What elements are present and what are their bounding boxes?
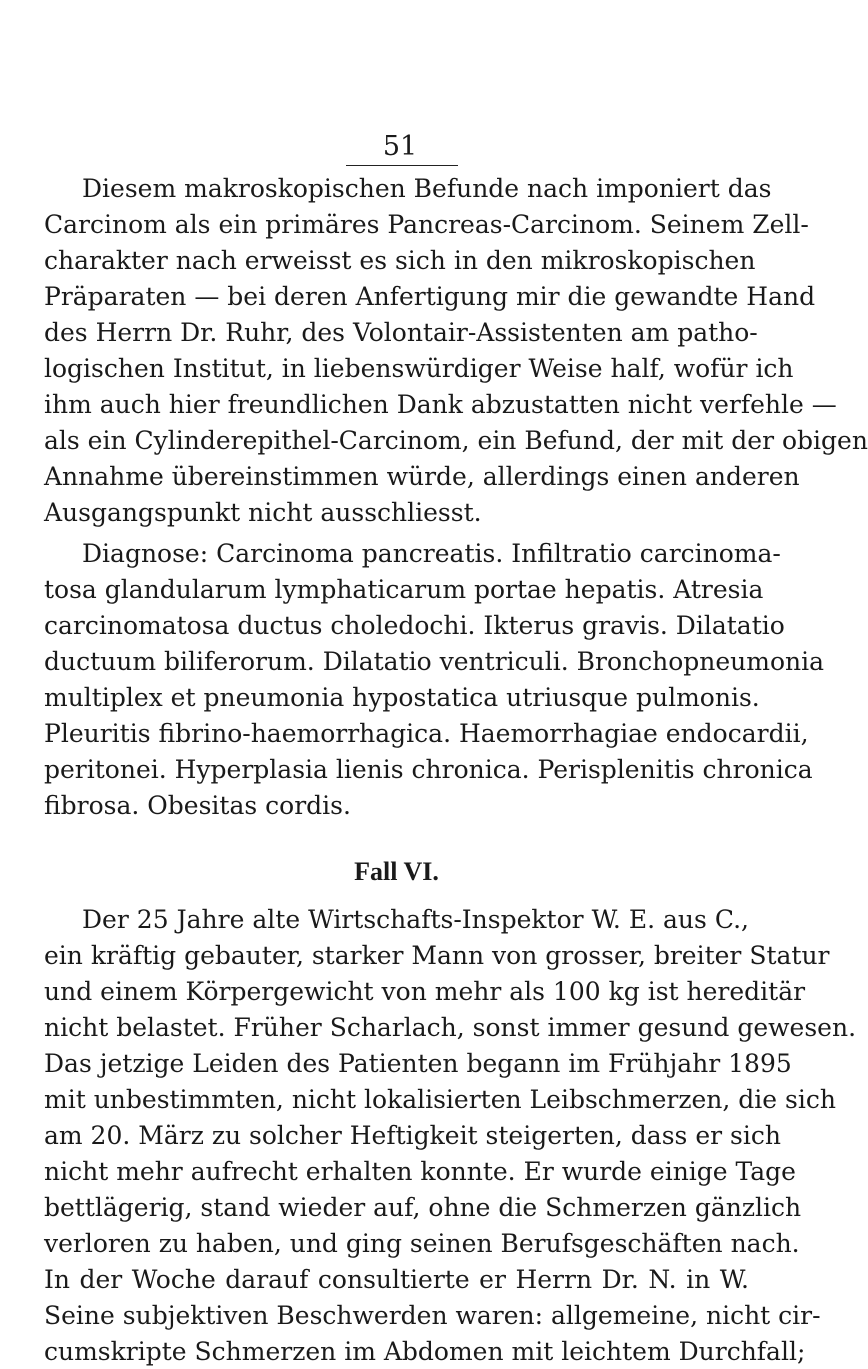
text-line: bettlägerig, stand wieder auf, ohne die Schmerzen gänzlich — [44, 1193, 802, 1222]
text-line: Seine subjektiven Beschwerden waren: allgemeine, nicht cir- — [44, 1301, 821, 1330]
text-line: Der 25 Jahre alte Wirtschafts-Inspektor W. E. aus C., — [82, 905, 749, 934]
text-line: carcinomatosa ductus choledochi. Ikterus gravis. Dilatatio — [44, 611, 785, 640]
text-line: als ein Cylinderepithel-Carcinom, ein Befund, der mit der obigen — [44, 426, 868, 455]
text-line: In der Woche darauf consultierte er Herrn Dr. N. in W. — [44, 1265, 749, 1294]
page-number-rule — [346, 165, 458, 166]
text-line: Das jetzige Leiden des Patienten begann im Frühjahr 1895 — [44, 1049, 792, 1078]
text-line: fibrosa. Obesitas cordis. — [44, 791, 351, 820]
text-line: und einem Körpergewicht von mehr als 100 kg ist hereditär — [44, 977, 806, 1006]
text-line: cumskripte Schmerzen im Abdomen mit leichtem Durchfall; — [44, 1337, 806, 1366]
text-line: Diesem makroskopischen Befunde nach imponiert das — [82, 174, 772, 203]
section-heading: Fall VI. — [354, 857, 439, 886]
text-line: tosa glandularum lymphaticarum portae hepatis. Atresia — [44, 575, 764, 604]
page-number: 51 — [382, 131, 418, 162]
text-line: des Herrn Dr. Ruhr, des Volontair-Assistenten am patho- — [44, 318, 758, 347]
text-line: ein kräftig gebauter, starker Mann von grosser, breiter Statur — [44, 941, 830, 970]
text-line: Pleuritis fibrino-haemorrhagica. Haemorrhagiae endocardii, — [44, 719, 809, 748]
text-line: Ausgangspunkt nicht ausschliesst. — [44, 498, 482, 527]
text-line: nicht mehr aufrecht erhalten konnte. Er wurde einige Tage — [44, 1157, 796, 1186]
text-line: multiplex et pneumonia hypostatica utriusque pulmonis. — [44, 683, 760, 712]
text-line: logischen Institut, in liebenswürdiger Weise half, wofür ich — [44, 354, 794, 383]
text-line: verloren zu haben, und ging seinen Berufsgeschäften nach. — [44, 1229, 800, 1258]
text-line: charakter nach erweisst es sich in den mikroskopischen — [44, 246, 756, 275]
text-line: mit unbestimmten, nicht lokalisierten Leibschmerzen, die sich — [44, 1085, 836, 1114]
text-line: ihm auch hier freundlichen Dank abzustatten nicht verfehle — — [44, 390, 837, 419]
text-line: Präparaten — bei deren Anfertigung mir die gewandte Hand — [44, 282, 816, 311]
text-line: ductuum biliferorum. Dilatatio ventriculi. Bronchopneumonia — [44, 647, 825, 676]
text-line: Carcinom als ein primäres Pancreas-Carcinom. Seinem Zell- — [44, 210, 809, 239]
text-line: am 20. März zu solcher Heftigkeit steigerten, dass er sich — [44, 1121, 781, 1150]
text-line: Annahme übereinstimmen würde, allerdings einen anderen — [44, 462, 800, 491]
text-line: Diagnose: Carcinoma pancreatis. Infiltratio carcinoma- — [82, 539, 781, 568]
text-line: nicht belastet. Früher Scharlach, sonst immer gesund gewesen. — [44, 1013, 857, 1042]
text-line: peritonei. Hyperplasia lienis chronica. Perisplenitis chronica — [44, 755, 813, 784]
